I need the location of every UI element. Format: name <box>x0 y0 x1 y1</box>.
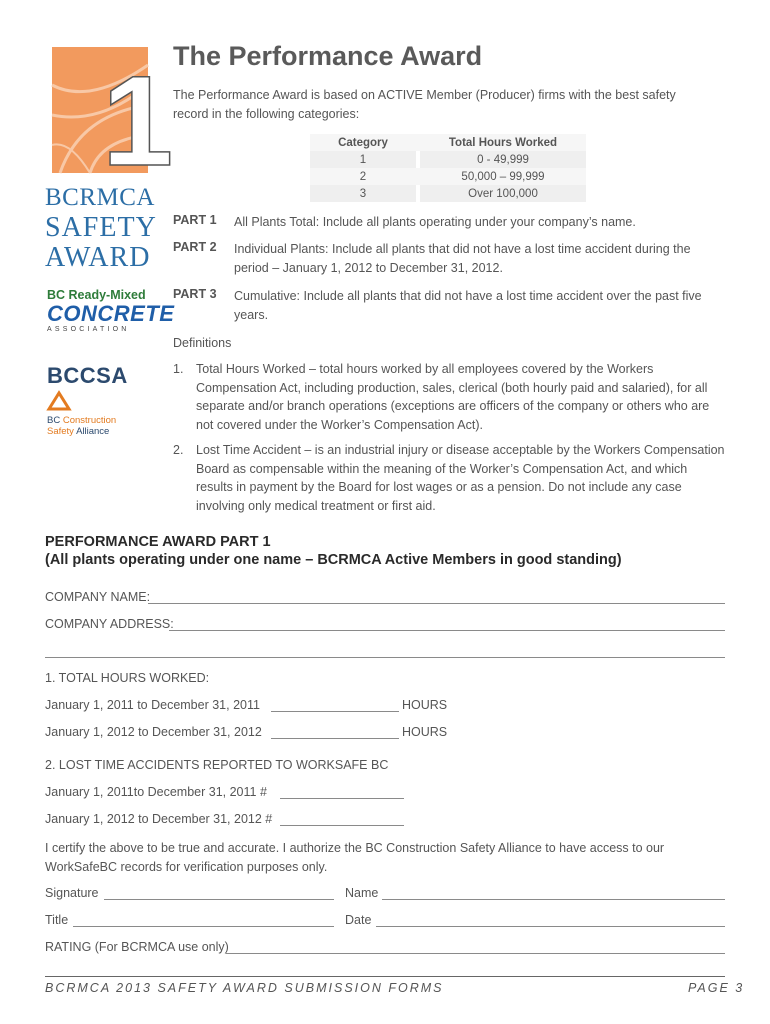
header-total-hours: Total Hours Worked <box>420 134 586 151</box>
lta-2012-field[interactable] <box>280 825 404 826</box>
bccsa-sub-bc: BC <box>47 415 61 426</box>
part-1-label: PART 1 <box>173 213 217 227</box>
readymix-line3: ASSOCIATION <box>47 326 130 333</box>
intro-paragraph: The Performance Award is based on ACTIVE Member (Producer) firms with the best safety record in the following categories: <box>173 88 676 121</box>
lta-2011-label: January 1, 2011to December 31, 2011 # <box>45 785 267 799</box>
hours-2011-unit: HOURS <box>402 698 448 712</box>
company-name-label: COMPANY NAME: <box>45 590 151 604</box>
part-2-text: Individual Plants: Include all plants that did not have a lost time accident during the period – January 1, 2012 to December 31, 2012. <box>234 242 691 275</box>
definitions-heading: Definitions <box>173 336 232 350</box>
rating-field[interactable] <box>226 953 725 954</box>
page-number: PAGE 3 <box>688 981 745 995</box>
bccsa-logo <box>47 363 157 437</box>
title-field[interactable] <box>73 926 334 927</box>
wordmark-bcrmca: BCRMCA <box>45 184 155 211</box>
part-3-label: PART 3 <box>173 287 217 301</box>
part-3-text: Cumulative: Include all plants that did not have a lost time accident over the past five years. <box>234 289 702 322</box>
bccsa-name: BCCSA <box>47 363 127 388</box>
signature-field[interactable] <box>104 899 334 900</box>
name-field[interactable] <box>382 899 725 900</box>
total-hours-heading: 1. TOTAL HOURS WORKED: <box>45 671 210 685</box>
table-row <box>310 168 586 185</box>
category-cell: 1 <box>310 151 416 168</box>
company-address-field-line2[interactable] <box>45 657 725 658</box>
readymix-line1: BC Ready-Mixed <box>47 288 146 302</box>
hours-cell: 0 - 49,999 <box>420 151 586 168</box>
hours-2011-label: January 1, 2011 to December 31, 2011 <box>45 698 260 712</box>
table-row <box>310 185 586 202</box>
signature-label: Signature <box>45 886 99 900</box>
category-cell: 3 <box>310 185 416 202</box>
category-cell: 2 <box>310 168 416 185</box>
lost-time-heading: 2. LOST TIME ACCIDENTS REPORTED TO WORKSAFE BC <box>45 758 389 772</box>
date-field[interactable] <box>376 926 725 927</box>
bccsa-sub-safety: Safety <box>47 426 74 437</box>
lta-2011-field[interactable] <box>280 798 404 799</box>
certification-statement: I certify the above to be true and accurate. I authorize the BC Construction Safety Alliance to have access to our WorkSafeBC records for verification purposes only. <box>45 841 665 874</box>
header-category: Category <box>310 134 416 151</box>
bccsa-sub-alliance: Alliance <box>76 426 110 437</box>
award-numeral: 1 <box>102 50 174 193</box>
bcrmca-safety-award-wordmark <box>45 183 155 273</box>
page-title: The Performance Award <box>173 41 483 71</box>
company-address-field[interactable] <box>169 630 725 631</box>
table-row <box>310 151 586 168</box>
bccsa-sub-construction: Construction <box>62 415 117 426</box>
title-label: Title <box>45 913 69 927</box>
category-table <box>310 134 586 202</box>
award-number-one-logo <box>50 45 174 193</box>
definition-1-text: Total Hours Worked – total hours worked by all employees covered by the Workers Compensation Act, including production, sales, clerical (both hourly paid and salaried), for all separate and/or branch operations (exceptions are officers of the company or others who are not covered under the Worker’s Compensation Act). <box>196 362 710 432</box>
readymix-line2: CONCRETE <box>47 301 175 326</box>
definition-2-number: 2. <box>173 443 184 457</box>
hours-2012-unit: HOURS <box>402 725 448 739</box>
company-address-label: COMPANY ADDRESS: <box>45 617 174 631</box>
definition-2-text: Lost Time Accident – is an industrial injury or disease acceptable by the Workers Compensation Board as compensable within the meaning of the Worker’s Compensation Act, and which results in payment by the Board for lost wages or as a pension. Do not include any case involving only medical treatment or first aid. <box>196 443 725 513</box>
category-table-header <box>310 134 586 151</box>
bc-ready-mixed-concrete-logo <box>47 288 175 333</box>
part-2-label: PART 2 <box>173 240 217 254</box>
hours-2012-field[interactable] <box>271 738 399 739</box>
date-label: Date <box>345 913 372 927</box>
hours-2011-field[interactable] <box>271 711 399 712</box>
definition-1-number: 1. <box>173 362 184 376</box>
footer-divider <box>45 976 725 977</box>
part-1-text: All Plants Total: Include all plants operating under your company’s name. <box>234 215 636 229</box>
form-title: PERFORMANCE AWARD PART 1 <box>45 534 271 550</box>
lta-2012-label: January 1, 2012 to December 31, 2012 # <box>45 812 273 826</box>
hours-cell: Over 100,000 <box>420 185 586 202</box>
company-name-field[interactable] <box>148 603 725 604</box>
footer-form-title: BCRMCA 2013 SAFETY AWARD SUBMISSION FORMS <box>45 981 444 995</box>
bccsa-triangle-icon <box>47 392 71 410</box>
hours-2012-label: January 1, 2012 to December 31, 2012 <box>45 725 262 739</box>
rating-label: RATING (For BCRMCA use only) <box>45 940 229 954</box>
wordmark-safety: SAFETY <box>45 212 157 243</box>
name-label: Name <box>345 886 379 900</box>
hours-cell: 50,000 – 99,999 <box>420 168 586 185</box>
wordmark-award: AWARD <box>45 242 151 273</box>
form-subtitle: (All plants operating under one name – BCRMCA Active Members in good standing) <box>45 552 622 568</box>
